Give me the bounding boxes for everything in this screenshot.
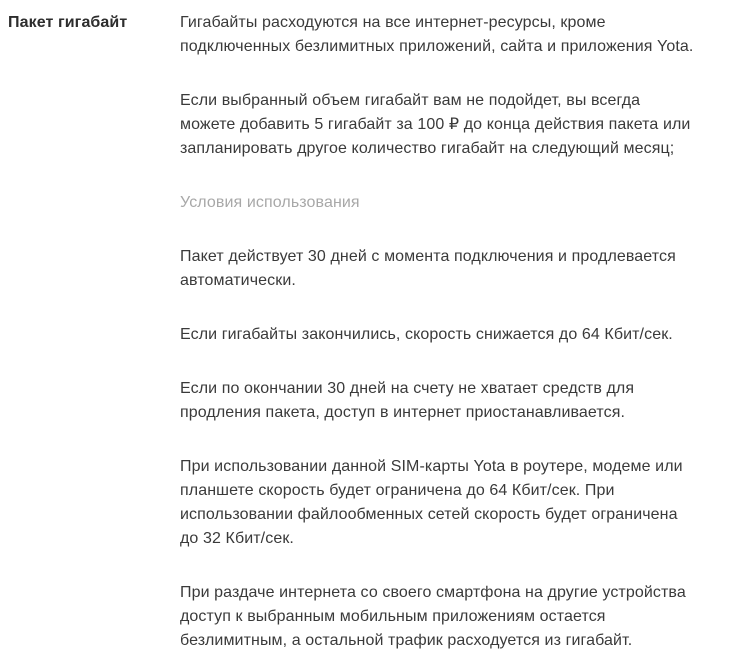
description-column [180,11,700,653]
section-subheading-terms-of-use: Условия использования [180,194,360,211]
term-label: Пакет гигабайт [8,14,128,31]
paragraph-tethering: При раздаче интернета со своего смартфона на другие устройства доступ к выбранным мобильным приложениям остается безлимитным, а остальной трафик расходуется из гигабайт. [180,584,686,649]
paragraph-insufficient-funds: Если по окончании 30 дней на счету не хватает средств для продления пакета, доступ в интернет приостанавливается. [180,380,635,421]
paragraph-package-duration: Пакет действует 30 дней с момента подключения и продлевается автоматически. [180,248,676,289]
paragraph-add-gigabytes: Если выбранный объем гигабайт вам не подойдет, вы всегда можете добавить 5 гигабайт за 100 ₽ до конца действия пакета или запланировать другое количество гигабайт на следующий месяц; [180,92,691,157]
paragraph-usage-scope: Гигабайты расходуются на все интернет-ресурсы, кроме подключенных безлимитных приложений, сайта и приложения Yota. [180,14,694,55]
paragraph-speed-reduction: Если гигабайты закончились, скорость снижается до 64 Кбит/сек. [180,326,673,343]
paragraph-sim-usage-limits: При использовании данной SIM-карты Yota в роутере, модеме или планшете скорость будет ограничена до 64 Кбит/сек. При использовании файлообменных сетей скорость будет ограничена до 32 Кбит/сек. [180,458,683,547]
term-column [0,11,180,653]
